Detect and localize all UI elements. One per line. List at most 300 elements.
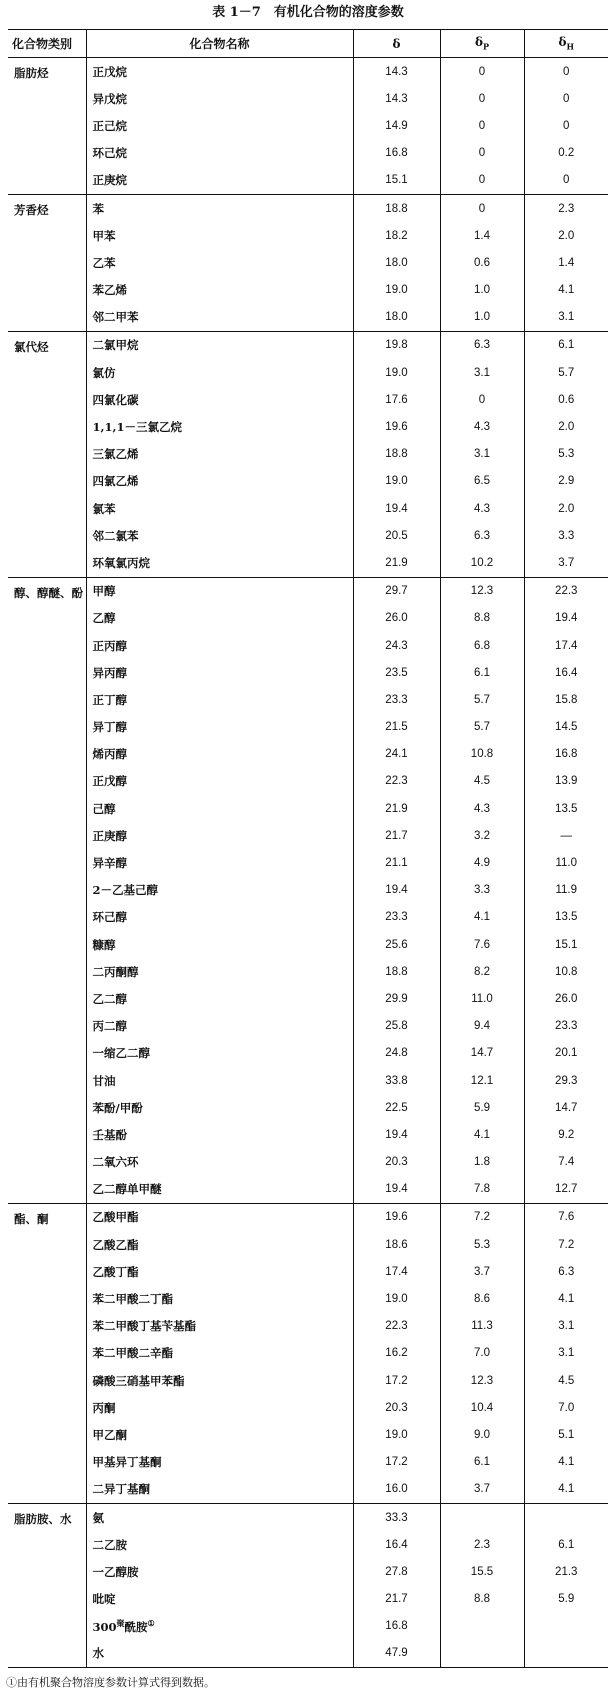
delta-h-value-cell <box>524 1640 608 1668</box>
delta-p-value-cell: 0 <box>440 194 524 222</box>
compound-name-cell: 乙醇 <box>86 605 353 632</box>
table-row <box>8 304 608 332</box>
table-row <box>8 1476 608 1504</box>
table-row <box>8 632 608 659</box>
table-row <box>8 1421 608 1448</box>
delta-value-cell: 26.0 <box>353 605 440 632</box>
table-row <box>8 1313 608 1340</box>
compound-name-cell: 二异丁基酮 <box>86 1476 353 1504</box>
table-row <box>8 1503 608 1531</box>
table-row <box>8 140 608 167</box>
compound-name-cell: 1,1,1－三氯乙烷 <box>86 413 353 440</box>
delta-h-value-cell: 13.5 <box>524 904 608 931</box>
delta-value-cell: 20.3 <box>353 1394 440 1421</box>
compound-name-cell: 一乙醇胺 <box>86 1558 353 1585</box>
table-row <box>8 1285 608 1312</box>
delta-p-value-cell: 8.8 <box>440 605 524 632</box>
delta-p-value-cell: 0 <box>440 386 524 413</box>
table-row <box>8 1040 608 1067</box>
delta-value-cell: 19.6 <box>353 413 440 440</box>
delta-p-value-cell: 1.0 <box>440 304 524 332</box>
table-row <box>8 1394 608 1421</box>
delta-p-value-cell: 0 <box>440 140 524 167</box>
table-row <box>8 1231 608 1258</box>
delta-value-cell: 25.8 <box>353 1013 440 1040</box>
compound-name-cell: 正丁醇 <box>86 686 353 713</box>
delta-h-value-cell: 16.4 <box>524 659 608 686</box>
compound-name-cell: 异丙醇 <box>86 659 353 686</box>
table-row <box>8 849 608 876</box>
delta-h-value-cell: 3.1 <box>524 1340 608 1367</box>
table-row <box>8 822 608 849</box>
delta-value-cell: 19.4 <box>353 877 440 904</box>
delta-h-value-cell: 4.1 <box>524 1476 608 1504</box>
delta-value-cell: 14.3 <box>353 58 440 86</box>
table-row <box>8 85 608 112</box>
delta-value-cell: 18.6 <box>353 1231 440 1258</box>
delta-p-value-cell: 8.8 <box>440 1586 524 1613</box>
delta-value-cell: 17.2 <box>353 1367 440 1394</box>
delta-p-value-cell: 9.0 <box>440 1421 524 1448</box>
delta-p-value-cell: 8.2 <box>440 958 524 985</box>
compound-name-cell: 甘油 <box>86 1067 353 1094</box>
delta-p-value-cell: 12.3 <box>440 1367 524 1394</box>
compound-name-cell: 吡啶 <box>86 1586 353 1613</box>
delta-value-cell: 23.5 <box>353 659 440 686</box>
delta-value-cell: 16.4 <box>353 1531 440 1558</box>
delta-value-cell: 24.3 <box>353 632 440 659</box>
compound-name-cell: 三氯乙烯 <box>86 441 353 468</box>
table-row <box>8 659 608 686</box>
delta-p-value-cell: 6.5 <box>440 468 524 495</box>
table-row <box>8 277 608 304</box>
compound-name-cell: 一缩乙二醇 <box>86 1040 353 1067</box>
delta-value-cell: 16.0 <box>353 1476 440 1504</box>
delta-p-value-cell: 4.9 <box>440 849 524 876</box>
delta-value-cell: 18.0 <box>353 249 440 276</box>
table-body <box>8 58 608 1668</box>
compound-name-cell: 正己烷 <box>86 112 353 139</box>
delta-p-value-cell: 12.1 <box>440 1067 524 1094</box>
delta-value-cell: 19.0 <box>353 468 440 495</box>
compound-name-cell: 苯二甲酸二辛酯 <box>86 1340 353 1367</box>
delta-value-cell: 15.1 <box>353 167 440 195</box>
category-cell: 醇、醇醚、酚 <box>8 577 86 1203</box>
delta-p-value-cell: 3.7 <box>440 1258 524 1285</box>
delta-value-cell: 23.3 <box>353 686 440 713</box>
compound-name-cell: 苯二甲酸二丁酯 <box>86 1285 353 1312</box>
delta-h-value-cell: 4.1 <box>524 1285 608 1312</box>
delta-p-value-cell: 1.4 <box>440 222 524 249</box>
delta-h-value-cell: 29.3 <box>524 1067 608 1094</box>
delta-value-cell: 16.2 <box>353 1340 440 1367</box>
table-row <box>8 1176 608 1204</box>
compound-name-prefix: 300 <box>92 1619 117 1634</box>
delta-p-value-cell <box>440 1613 524 1640</box>
delta-h-value-cell: 17.4 <box>524 632 608 659</box>
delta-h-value-cell: 6.1 <box>524 331 608 359</box>
delta-h-value-cell: 15.1 <box>524 931 608 958</box>
compound-name-cell <box>86 1613 353 1640</box>
compound-name-cell: 异辛醇 <box>86 849 353 876</box>
delta-h-value-cell: 20.1 <box>524 1040 608 1067</box>
delta-value-cell: 25.6 <box>353 931 440 958</box>
delta-p-value-cell: 5.3 <box>440 1231 524 1258</box>
delta-value-cell: 24.8 <box>353 1040 440 1067</box>
compound-name-cell: 四氯乙烯 <box>86 468 353 495</box>
delta-value-cell: 21.9 <box>353 549 440 577</box>
table-row <box>8 468 608 495</box>
compound-name-cell: 二乙胺 <box>86 1531 353 1558</box>
header-category: 化合物类别 <box>8 30 86 58</box>
delta-h-value-cell: 19.4 <box>524 605 608 632</box>
delta-value-cell: 21.1 <box>353 849 440 876</box>
table-row <box>8 1640 608 1668</box>
delta-value-cell: 18.8 <box>353 958 440 985</box>
table-row <box>8 549 608 577</box>
compound-name-cell: 苯二甲酸丁基苄基酯 <box>86 1313 353 1340</box>
delta-h-value-cell: 11.0 <box>524 849 608 876</box>
compound-name-cell: 苯 <box>86 194 353 222</box>
delta-value-cell: 22.3 <box>353 1313 440 1340</box>
delta-h-value-cell: 4.5 <box>524 1367 608 1394</box>
compound-name-cell: 甲乙酮 <box>86 1421 353 1448</box>
delta-value-cell: 18.0 <box>353 304 440 332</box>
delta-value-cell: 14.9 <box>353 112 440 139</box>
compound-name-cell: 乙酸丁酯 <box>86 1258 353 1285</box>
delta-h-value-cell: 0 <box>524 58 608 86</box>
table-row <box>8 931 608 958</box>
compound-name-cell: 邻二甲苯 <box>86 304 353 332</box>
table-row <box>8 877 608 904</box>
table-row <box>8 904 608 931</box>
delta-value-cell: 22.3 <box>353 768 440 795</box>
header-delta-h <box>524 30 608 58</box>
delta-h-value-cell: 4.1 <box>524 277 608 304</box>
delta-h-value-cell: 5.7 <box>524 359 608 386</box>
delta-h-value-cell: 26.0 <box>524 985 608 1012</box>
delta-h-value-cell: 2.0 <box>524 222 608 249</box>
delta-p-value-cell: 15.5 <box>440 1558 524 1585</box>
delta-p-value-cell: 3.1 <box>440 359 524 386</box>
table-row <box>8 1449 608 1476</box>
delta-p-value-cell: 4.3 <box>440 413 524 440</box>
table-row <box>8 359 608 386</box>
delta-p-value-cell: 6.8 <box>440 632 524 659</box>
delta-h-value-cell: — <box>524 822 608 849</box>
header-row <box>8 30 608 58</box>
compound-name-cell: 己醇 <box>86 795 353 822</box>
delta-h-value-cell: 7.2 <box>524 1231 608 1258</box>
delta-h-value-cell: 15.8 <box>524 686 608 713</box>
delta-value-cell: 19.8 <box>353 331 440 359</box>
delta-value-cell: 22.5 <box>353 1094 440 1121</box>
category-cell: 脂肪胺、水 <box>8 1503 86 1667</box>
header-delta-p-sub: P <box>483 41 490 52</box>
compound-name-cell: 乙二醇单甲醚 <box>86 1176 353 1204</box>
compound-name-cell: 甲醇 <box>86 577 353 605</box>
delta-h-value-cell: 22.3 <box>524 577 608 605</box>
delta-h-value-cell: 21.3 <box>524 1558 608 1585</box>
delta-value-cell: 18.8 <box>353 194 440 222</box>
delta-p-value-cell: 7.2 <box>440 1203 524 1231</box>
delta-p-value-cell: 7.8 <box>440 1176 524 1204</box>
compound-name-cell: 正戊烷 <box>86 58 353 86</box>
delta-p-value-cell: 11.0 <box>440 985 524 1012</box>
table-row <box>8 441 608 468</box>
delta-h-value-cell: 9.2 <box>524 1121 608 1148</box>
compound-name-cell: 二氧六环 <box>86 1149 353 1176</box>
compound-name-cell: 2－乙基己醇 <box>86 877 353 904</box>
compound-name-cell: 环己醇 <box>86 904 353 931</box>
delta-value-cell: 16.8 <box>353 1613 440 1640</box>
compound-name-cell: 正庚烷 <box>86 167 353 195</box>
delta-p-value-cell: 4.5 <box>440 768 524 795</box>
delta-h-value-cell: 11.9 <box>524 877 608 904</box>
category-cell: 氯代烃 <box>8 331 86 577</box>
table-row <box>8 741 608 768</box>
table-row <box>8 605 608 632</box>
table-row <box>8 1340 608 1367</box>
compound-name-cell: 苯乙烯 <box>86 277 353 304</box>
table-row <box>8 1258 608 1285</box>
compound-name-cell: 氨 <box>86 1503 353 1531</box>
compound-name-cell: 丙二醇 <box>86 1013 353 1040</box>
table-row <box>8 958 608 985</box>
delta-value-cell: 27.8 <box>353 1558 440 1585</box>
delta-h-value-cell: 7.0 <box>524 1394 608 1421</box>
table-row <box>8 1149 608 1176</box>
compound-name-superscript: 聚 <box>116 1617 125 1628</box>
delta-p-value-cell: 7.0 <box>440 1340 524 1367</box>
delta-value-cell: 47.9 <box>353 1640 440 1668</box>
compound-name-cell: 环己烷 <box>86 140 353 167</box>
delta-h-value-cell: 5.9 <box>524 1586 608 1613</box>
delta-p-value-cell: 3.3 <box>440 877 524 904</box>
table-row <box>8 522 608 549</box>
delta-p-value-cell: 8.6 <box>440 1285 524 1312</box>
delta-value-cell: 19.0 <box>353 359 440 386</box>
delta-value-cell: 17.2 <box>353 1449 440 1476</box>
header-delta-p-base: δ <box>474 35 483 50</box>
table-row <box>8 1203 608 1231</box>
delta-p-value-cell: 2.3 <box>440 1531 524 1558</box>
compound-name-cell: 正戊醇 <box>86 768 353 795</box>
delta-h-value-cell: 5.3 <box>524 441 608 468</box>
delta-value-cell: 19.4 <box>353 495 440 522</box>
category-cell: 酯、酮 <box>8 1203 86 1503</box>
table-row <box>8 331 608 359</box>
delta-h-value-cell: 23.3 <box>524 1013 608 1040</box>
compound-name-cell: 水 <box>86 1640 353 1668</box>
table-row <box>8 1367 608 1394</box>
delta-h-value-cell: 2.3 <box>524 194 608 222</box>
delta-value-cell: 19.0 <box>353 1421 440 1448</box>
compound-name-cell: 乙苯 <box>86 249 353 276</box>
delta-value-cell: 16.8 <box>353 140 440 167</box>
header-name: 化合物名称 <box>86 30 353 58</box>
compound-name-suffix: 酰胺 <box>124 1619 148 1634</box>
delta-p-value-cell: 10.4 <box>440 1394 524 1421</box>
delta-p-value-cell: 10.2 <box>440 549 524 577</box>
delta-h-value-cell: 7.6 <box>524 1203 608 1231</box>
table-row <box>8 249 608 276</box>
table-row <box>8 686 608 713</box>
delta-p-value-cell: 9.4 <box>440 1013 524 1040</box>
delta-h-value-cell: 6.1 <box>524 1531 608 1558</box>
delta-value-cell: 21.9 <box>353 795 440 822</box>
delta-h-value-cell: 4.1 <box>524 1449 608 1476</box>
compound-name-cell: 乙二醇 <box>86 985 353 1012</box>
delta-h-value-cell: 2.9 <box>524 468 608 495</box>
compound-name-cell: 四氯化碳 <box>86 386 353 413</box>
header-delta-h-sub: H <box>566 41 575 52</box>
compound-name-cell: 氯仿 <box>86 359 353 386</box>
delta-h-value-cell: 14.7 <box>524 1094 608 1121</box>
delta-h-value-cell: 12.7 <box>524 1176 608 1204</box>
delta-h-value-cell: 3.1 <box>524 304 608 332</box>
delta-value-cell: 18.2 <box>353 222 440 249</box>
compound-name-cell: 二丙酮醇 <box>86 958 353 985</box>
table-row <box>8 1613 608 1640</box>
delta-p-value-cell: 14.7 <box>440 1040 524 1067</box>
delta-value-cell: 17.4 <box>353 1258 440 1285</box>
delta-p-value-cell: 1.0 <box>440 277 524 304</box>
delta-h-value-cell: 0 <box>524 85 608 112</box>
delta-value-cell: 21.7 <box>353 1586 440 1613</box>
compound-name-cell: 异丁醇 <box>86 714 353 741</box>
category-cell: 脂肪烃 <box>14 66 49 80</box>
header-delta-p <box>440 30 524 58</box>
compound-name-cell: 甲苯 <box>86 222 353 249</box>
delta-p-value-cell: 4.3 <box>440 495 524 522</box>
table-row <box>8 577 608 605</box>
delta-value-cell: 14.3 <box>353 85 440 112</box>
delta-p-value-cell: 11.3 <box>440 1313 524 1340</box>
category-cell: 芳香烃 <box>8 194 86 331</box>
table-row <box>8 1013 608 1040</box>
table-row <box>8 1121 608 1148</box>
delta-p-value-cell: 6.1 <box>440 659 524 686</box>
compound-name-cell: 氯苯 <box>86 495 353 522</box>
delta-p-value-cell <box>440 1640 524 1668</box>
delta-p-value-cell: 6.1 <box>440 1449 524 1476</box>
delta-value-cell: 19.4 <box>353 1176 440 1204</box>
delta-p-value-cell: 4.3 <box>440 795 524 822</box>
delta-h-value-cell: 3.3 <box>524 522 608 549</box>
delta-value-cell: 19.0 <box>353 277 440 304</box>
compound-name-cell: 正庚醇 <box>86 822 353 849</box>
delta-h-value-cell: 0 <box>524 112 608 139</box>
table-row <box>8 1067 608 1094</box>
delta-value-cell: 21.5 <box>353 714 440 741</box>
delta-p-value-cell: 12.3 <box>440 577 524 605</box>
header-delta: δ <box>353 30 440 58</box>
footnote-mark: ① <box>147 1617 155 1628</box>
delta-h-value-cell: 13.5 <box>524 795 608 822</box>
delta-p-value-cell: 1.8 <box>440 1149 524 1176</box>
compound-name-cell: 磷酸三硝基甲苯酯 <box>86 1367 353 1394</box>
delta-p-value-cell: 0 <box>440 112 524 139</box>
table-row <box>8 1094 608 1121</box>
compound-name-cell: 丙酮 <box>86 1394 353 1421</box>
table-row <box>8 386 608 413</box>
delta-p-value-cell: 6.3 <box>440 331 524 359</box>
compound-name-cell: 环氧氯丙烷 <box>86 549 353 577</box>
delta-value-cell: 33.3 <box>353 1503 440 1531</box>
table-title: 表 1－7 有机化合物的溶度参数 <box>212 5 404 20</box>
delta-p-value-cell: 5.9 <box>440 1094 524 1121</box>
delta-value-cell: 19.0 <box>353 1285 440 1312</box>
delta-h-value-cell: 3.1 <box>524 1313 608 1340</box>
table-row <box>8 495 608 522</box>
table-row <box>8 222 608 249</box>
delta-p-value-cell: 6.3 <box>440 522 524 549</box>
delta-p-value-cell: 3.7 <box>440 1476 524 1504</box>
compound-name-cell: 异戊烷 <box>86 85 353 112</box>
delta-h-value-cell: 13.9 <box>524 768 608 795</box>
compound-name-cell: 烯丙醇 <box>86 741 353 768</box>
delta-h-value-cell <box>524 1613 608 1640</box>
delta-h-value-cell: 10.8 <box>524 958 608 985</box>
delta-h-value-cell: 3.7 <box>524 549 608 577</box>
delta-value-cell: 20.5 <box>353 522 440 549</box>
compound-name-cell: 苯酚/甲酚 <box>86 1094 353 1121</box>
delta-value-cell: 21.7 <box>353 822 440 849</box>
table-row <box>8 194 608 222</box>
delta-h-value-cell: 2.0 <box>524 413 608 440</box>
table-row <box>8 112 608 139</box>
delta-h-value-cell: 14.5 <box>524 714 608 741</box>
delta-p-value-cell: 0 <box>440 85 524 112</box>
table-row <box>8 795 608 822</box>
delta-value-cell: 20.3 <box>353 1149 440 1176</box>
delta-p-value-cell: 5.7 <box>440 686 524 713</box>
delta-h-value-cell: 6.3 <box>524 1258 608 1285</box>
solubility-table <box>8 29 608 1668</box>
delta-value-cell: 33.8 <box>353 1067 440 1094</box>
footnote: ①由有机聚合物溶度参数计算式得到数据。 <box>6 1676 215 1689</box>
delta-p-value-cell: 7.6 <box>440 931 524 958</box>
table-row <box>8 1531 608 1558</box>
delta-h-value-cell: 0.2 <box>524 140 608 167</box>
delta-h-value-cell: 5.1 <box>524 1421 608 1448</box>
table-row <box>8 985 608 1012</box>
compound-name-cell: 糠醇 <box>86 931 353 958</box>
compound-name-cell: 正丙醇 <box>86 632 353 659</box>
delta-value-cell: 19.4 <box>353 1121 440 1148</box>
delta-value-cell: 29.7 <box>353 577 440 605</box>
delta-p-value-cell: 4.1 <box>440 1121 524 1148</box>
table-row <box>8 1558 608 1585</box>
delta-h-value-cell: 16.8 <box>524 741 608 768</box>
delta-value-cell: 19.6 <box>353 1203 440 1231</box>
delta-p-value-cell: 3.2 <box>440 822 524 849</box>
table-row <box>8 58 608 86</box>
compound-name-cell: 甲基异丁基酮 <box>86 1449 353 1476</box>
delta-h-value-cell: 7.4 <box>524 1149 608 1176</box>
table-row <box>8 1586 608 1613</box>
table-row <box>8 413 608 440</box>
delta-p-value-cell: 10.8 <box>440 741 524 768</box>
compound-name-cell: 二氯甲烷 <box>86 331 353 359</box>
table-row <box>8 167 608 195</box>
delta-h-value-cell: 0.6 <box>524 386 608 413</box>
compound-name-cell: 乙酸乙酯 <box>86 1231 353 1258</box>
delta-p-value-cell <box>440 1503 524 1531</box>
delta-value-cell: 18.8 <box>353 441 440 468</box>
compound-name-cell: 乙酸甲酯 <box>86 1203 353 1231</box>
